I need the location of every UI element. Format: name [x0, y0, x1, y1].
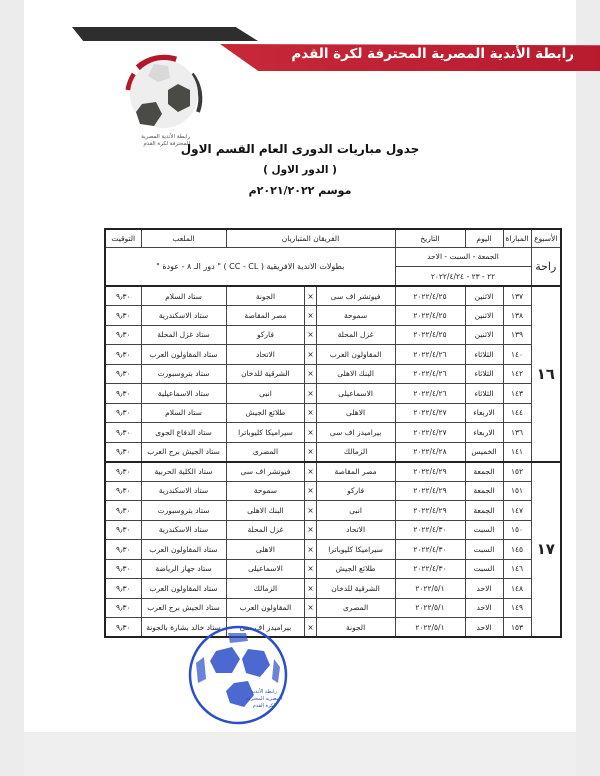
- break-dates: ٢٢ - ٢٣ - ٢٠٢٢/٤/٢٤: [395, 267, 531, 287]
- match-date: ٢٠٢٢/٤/٣٠: [395, 540, 465, 560]
- kickoff-time: ٩٫٣٠: [105, 501, 141, 521]
- match-number: ١٤٢: [503, 364, 531, 384]
- home-team: انبى: [316, 501, 395, 521]
- match-day: السبت: [465, 520, 503, 540]
- header-stadium: الملعب: [141, 229, 226, 247]
- match-day: الاحد: [465, 618, 503, 638]
- table-row: [105, 403, 561, 423]
- match-date: ٢٠٢٢/٤/٣٠: [395, 559, 465, 579]
- vs-symbol: ×: [305, 286, 316, 306]
- home-team: مصر المقاصة: [316, 462, 395, 482]
- match-day: السبت: [465, 540, 503, 560]
- away-team: سموحة: [226, 481, 305, 501]
- kickoff-time: ٩٫٣٠: [105, 462, 141, 482]
- stadium: ستاد الجيش برج العرب: [141, 442, 226, 462]
- stadium: ستاد الاسكندرية: [141, 481, 226, 501]
- match-date: ٢٠٢٢/٤/٢٥: [395, 325, 465, 345]
- header-week: الأسبوع: [531, 229, 561, 247]
- away-team: البنك الاهلى: [226, 501, 305, 521]
- away-team: الجونة: [226, 286, 305, 306]
- match-number: ١٣٨: [503, 306, 531, 326]
- match-day: الثلاثاء: [465, 345, 503, 365]
- away-team: الاهلى: [226, 540, 305, 560]
- table-row: [105, 501, 561, 521]
- kickoff-time: ٩٫٣٠: [105, 423, 141, 443]
- table-row: [105, 462, 561, 482]
- break-week-label: راحة: [531, 247, 561, 286]
- match-number: ١٤٦: [503, 559, 531, 579]
- match-date: ٢٠٢٢/٤/٢٩: [395, 481, 465, 501]
- away-team: فيوتشر اف سى: [226, 462, 305, 482]
- match-date: ٢٠٢٢/٤/٢٩: [395, 501, 465, 521]
- home-team: سيراميكا كليوباترا: [316, 540, 395, 560]
- kickoff-time: ٩٫٣٠: [105, 306, 141, 326]
- match-number: ١٤٧: [503, 501, 531, 521]
- match-day: الثلاثاء: [465, 384, 503, 404]
- match-day: السبت: [465, 559, 503, 579]
- away-team: المقاولون العرب: [226, 598, 305, 618]
- match-date: ٢٠٢٢/٤/٢٩: [395, 462, 465, 482]
- home-team: فاركو: [316, 481, 395, 501]
- vs-symbol: ×: [305, 520, 316, 540]
- vs-symbol: ×: [305, 442, 316, 462]
- vs-symbol: ×: [305, 540, 316, 560]
- header-day: اليوم: [465, 229, 503, 247]
- kickoff-time: ٩٫٣٠: [105, 520, 141, 540]
- svg-text:لكرة القدم: لكرة القدم: [252, 703, 276, 709]
- match-schedule-table: [104, 228, 562, 638]
- match-date: ٢٠٢٢/٥/١: [395, 598, 465, 618]
- stadium: ستاد الكلية الحربية: [141, 462, 226, 482]
- kickoff-time: ٩٫٣٠: [105, 598, 141, 618]
- stadium: ستاد غزل المحلة: [141, 325, 226, 345]
- match-day: الاحد: [465, 579, 503, 599]
- soccer-ball-icon: [120, 54, 212, 134]
- vs-symbol: ×: [305, 384, 316, 404]
- vs-symbol: ×: [305, 403, 316, 423]
- home-team: بيراميدز اف سى: [316, 423, 395, 443]
- header-time: التوقيت: [105, 229, 141, 247]
- match-day: الثلاثاء: [465, 364, 503, 384]
- match-day: الجمعة: [465, 501, 503, 521]
- table-row: [105, 559, 561, 579]
- match-number: ١٤٠: [503, 345, 531, 365]
- round-title: ( الدور الاول ): [263, 164, 337, 176]
- away-team: المصرى: [226, 442, 305, 462]
- vs-symbol: ×: [305, 325, 316, 345]
- kickoff-time: ٩٫٣٠: [105, 540, 141, 560]
- match-day: الاربعاء: [465, 423, 503, 443]
- away-team: انبى: [226, 384, 305, 404]
- away-team: سيراميكا كليوباترا: [226, 423, 305, 443]
- away-team: بيراميدز اف سى: [226, 618, 305, 638]
- organization-name: رابطة الأندية المصرية المحترفة لكرة القدم: [291, 46, 574, 62]
- kickoff-time: ٩٫٣٠: [105, 579, 141, 599]
- vs-symbol: ×: [305, 618, 316, 638]
- match-day: الاثنين: [465, 286, 503, 306]
- header-dark-stripe: [72, 27, 258, 41]
- table-row: [105, 481, 561, 501]
- stadium: ستاد السلام: [141, 286, 226, 306]
- home-team: سموحة: [316, 306, 395, 326]
- kickoff-time: ٩٫٣٠: [105, 618, 141, 638]
- svg-text:رابطة الأندية: رابطة الأندية: [251, 689, 277, 695]
- vs-symbol: ×: [305, 306, 316, 326]
- match-date: ٢٠٢٢/٤/٢٦: [395, 384, 465, 404]
- kickoff-time: ٩٫٣٠: [105, 325, 141, 345]
- match-date: ٢٠٢٢/٤/٢٧: [395, 423, 465, 443]
- season-title: موسم ٢٠٢١/٢٠٢٢م: [248, 184, 352, 197]
- table-row: [105, 345, 561, 365]
- match-day: الاحد: [465, 598, 503, 618]
- header-match: المباراة: [503, 229, 531, 247]
- away-team: الاتحاد: [226, 345, 305, 365]
- away-team: الاسماعيلى: [226, 559, 305, 579]
- match-day: الجمعة: [465, 462, 503, 482]
- stadium: ستاد بتروسبورت: [141, 501, 226, 521]
- stamp-ball-icon: [186, 623, 290, 727]
- match-day: الخميس: [465, 442, 503, 462]
- kickoff-time: ٩٫٣٠: [105, 559, 141, 579]
- match-number: ١٣٩: [503, 325, 531, 345]
- table-row: [105, 306, 561, 326]
- table-row: [105, 442, 561, 462]
- vs-symbol: ×: [305, 481, 316, 501]
- match-number: ١٣٦: [503, 423, 531, 443]
- match-date: ٢٠٢٢/٤/٢٨: [395, 442, 465, 462]
- home-team: البنك الاهلى: [316, 364, 395, 384]
- vs-symbol: ×: [305, 364, 316, 384]
- document-page: [24, 0, 576, 776]
- match-number: ١٥١: [503, 481, 531, 501]
- svg-text:المصرية المحترفة: المصرية المحترفة: [245, 696, 283, 702]
- home-team: فيوتشر اف سى: [316, 286, 395, 306]
- home-team: طلائع الجيش: [316, 559, 395, 579]
- kickoff-time: ٩٫٣٠: [105, 286, 141, 306]
- home-team: الاتحاد: [316, 520, 395, 540]
- match-number: ١٤٩: [503, 598, 531, 618]
- match-date: ٢٠٢٢/٤/٢٥: [395, 286, 465, 306]
- home-team: الاهلى: [316, 403, 395, 423]
- vs-symbol: ×: [305, 579, 316, 599]
- match-date: ٢٠٢٢/٤/٢٧: [395, 403, 465, 423]
- week-number: ١٧: [531, 462, 561, 638]
- week-number: ١٦: [531, 286, 561, 462]
- schedule-title: جدول مباريات الدورى العام القسم الاول: [180, 142, 420, 156]
- table-row: [105, 364, 561, 384]
- stadium: ستاد الدفاع الجوى: [141, 423, 226, 443]
- official-stamp: [186, 623, 290, 727]
- home-team: الشرقية للدخان: [316, 579, 395, 599]
- match-day: الجمعة: [465, 481, 503, 501]
- away-team: الشرقية للدخان: [226, 364, 305, 384]
- kickoff-time: ٩٫٣٠: [105, 442, 141, 462]
- vs-symbol: ×: [305, 423, 316, 443]
- stadium: ستاد الاسكندرية: [141, 306, 226, 326]
- kickoff-time: ٩٫٣٠: [105, 364, 141, 384]
- stadium: ستاد المقاولون العرب: [141, 579, 226, 599]
- vs-symbol: ×: [305, 598, 316, 618]
- home-team: الجونة: [316, 618, 395, 638]
- league-logo: [120, 54, 212, 154]
- match-number: ١٤٤: [503, 403, 531, 423]
- vs-symbol: ×: [305, 462, 316, 482]
- away-team: الزمالك: [226, 579, 305, 599]
- header-teams: الفريقان المتباريان: [226, 229, 395, 247]
- logo-caption: رابطة الأندية المصرية المحترفة لكرة القدم: [141, 134, 190, 147]
- kickoff-time: ٩٫٣٠: [105, 481, 141, 501]
- match-day: الاثنين: [465, 325, 503, 345]
- match-day: الاثنين: [465, 306, 503, 326]
- home-team: الزمالك: [316, 442, 395, 462]
- stadium: ستاد الاسماعيلية: [141, 384, 226, 404]
- away-team: غزل المحلة: [226, 520, 305, 540]
- match-number: ١٥٢: [503, 462, 531, 482]
- table-row: [105, 618, 561, 638]
- table-row: [105, 384, 561, 404]
- header-date: التاريخ: [395, 229, 465, 247]
- break-row: [105, 247, 561, 267]
- away-team: طلائع الجيش: [226, 403, 305, 423]
- vs-symbol: ×: [305, 345, 316, 365]
- page-bottom-margin: [24, 732, 576, 776]
- break-days: الجمعة - السبت - الاحد: [395, 247, 531, 267]
- match-day: الاربعاء: [465, 403, 503, 423]
- table-row: [105, 286, 561, 306]
- kickoff-time: ٩٫٣٠: [105, 403, 141, 423]
- stadium: ستاد المقاولون العرب: [141, 345, 226, 365]
- match-number: ١٥٠: [503, 520, 531, 540]
- table-row: [105, 423, 561, 443]
- match-date: ٢٠٢٢/٤/٢٥: [395, 306, 465, 326]
- document-titles: [24, 140, 576, 197]
- stadium: ستاد المقاولون العرب: [141, 540, 226, 560]
- match-number: ١٤٥: [503, 540, 531, 560]
- vs-symbol: ×: [305, 559, 316, 579]
- kickoff-time: ٩٫٣٠: [105, 384, 141, 404]
- table-row: [105, 598, 561, 618]
- match-date: ٢٠٢٢/٥/١: [395, 618, 465, 638]
- match-date: ٢٠٢٢/٥/١: [395, 579, 465, 599]
- kickoff-time: ٩٫٣٠: [105, 345, 141, 365]
- match-number: ١٤٨: [503, 579, 531, 599]
- table-header-row: [105, 229, 561, 247]
- away-team: مصر المقاصة: [226, 306, 305, 326]
- home-team: غزل المحلة: [316, 325, 395, 345]
- match-number: ١٣٧: [503, 286, 531, 306]
- stadium: ستاد السلام: [141, 403, 226, 423]
- home-team: المقاولون العرب: [316, 345, 395, 365]
- table-row: [105, 325, 561, 345]
- match-date: ٢٠٢٢/٤/٣٠: [395, 520, 465, 540]
- vs-symbol: ×: [305, 501, 316, 521]
- stadium: ستاد الجيش برج العرب: [141, 598, 226, 618]
- stadium: ستاد الاسكندرية: [141, 520, 226, 540]
- table-row: [105, 540, 561, 560]
- home-team: المصرى: [316, 598, 395, 618]
- match-date: ٢٠٢٢/٤/٢٦: [395, 364, 465, 384]
- match-number: ١٥٣: [503, 618, 531, 638]
- match-number: ١٤٣: [503, 384, 531, 404]
- break-note: بطولات الاندية الافريقية ( CC - CL ) " دور الـ ٨ - عودة ": [105, 247, 395, 286]
- match-date: ٢٠٢٢/٤/٢٦: [395, 345, 465, 365]
- table-row: [105, 520, 561, 540]
- table-row: [105, 579, 561, 599]
- away-team: فاركو: [226, 325, 305, 345]
- stadium: ستاد بتروسبورت: [141, 364, 226, 384]
- stadium: ستاد جهاز الرياضة: [141, 559, 226, 579]
- home-team: الاسماعيلى: [316, 384, 395, 404]
- stadium: ستاد خالد بشارة بالجونة: [141, 618, 226, 638]
- match-number: ١٤١: [503, 442, 531, 462]
